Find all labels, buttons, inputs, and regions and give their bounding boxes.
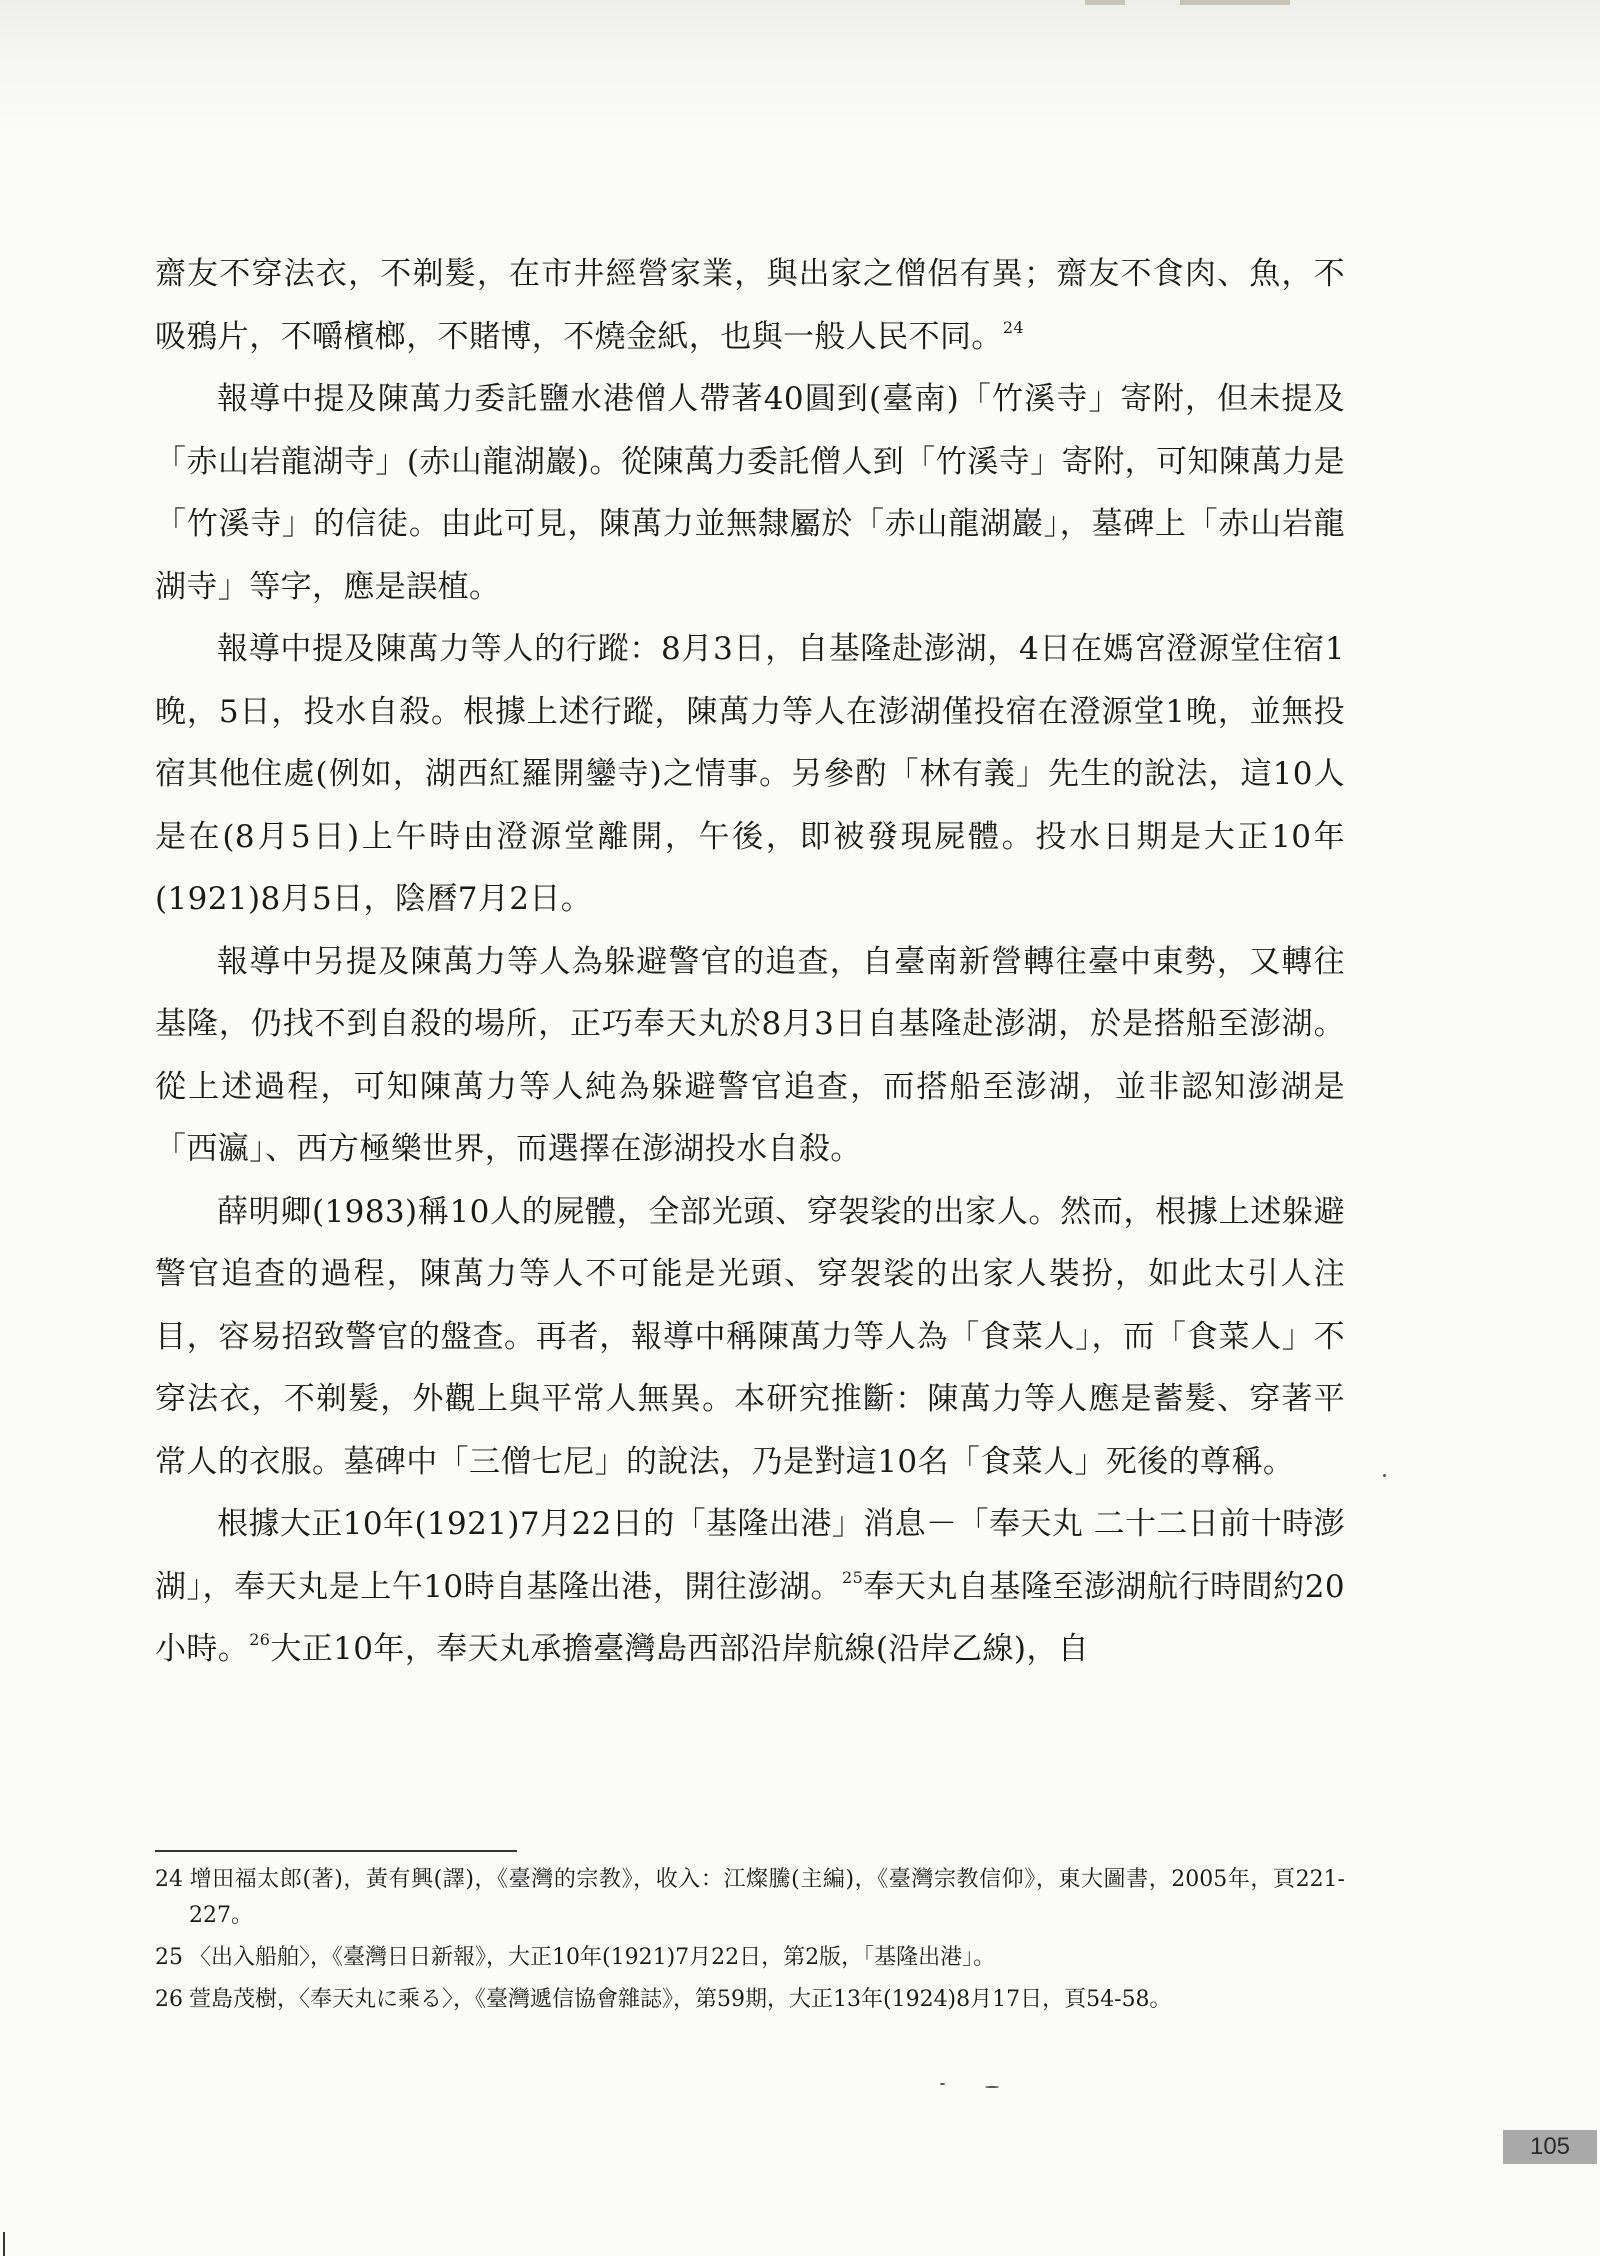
footnote-text: 〈出入船舶〉，《臺灣日日新報》，大正10年(1921)7月22日，第2版，「基隆出港」。	[189, 1945, 996, 1970]
paragraph-6	[155, 1493, 1345, 1681]
scan-top-mark	[1180, 0, 1290, 5]
paragraph-6-text-c: 大正10年，奉天丸承擔臺灣島西部沿岸航線(沿岸乙線)，自	[270, 1631, 1090, 1667]
footnote-ref-25[interactable]: 25	[842, 1567, 864, 1587]
scan-edge-mark	[3, 2232, 5, 2256]
paragraph-1	[155, 243, 1345, 368]
footnote-25	[155, 1940, 1345, 1976]
footnote-text: 萱島茂樹，〈奉天丸に乘る〉，《臺灣遞信協會雜誌》，第59期，大正13年(1924)8月17日，頁54-58。	[189, 1987, 1172, 2012]
page-body	[155, 243, 1345, 1681]
paragraph-6-text-b: 奉天丸自基隆至澎湖航行時間約20小時。	[155, 1568, 1345, 1667]
footnote-ref-26[interactable]: 26	[249, 1630, 271, 1649]
paragraph-5: 薛明卿(1983)稱10人的屍體，全部光頭、穿袈裟的出家人。然而，根據上述躲避警官追查的過程，陳萬力等人不可能是光頭、穿袈裟的出家人裝扮，如此太引人注目，容易招致警官的盤查。再者，報導中稱陳萬力等人為「食菜人」，而「食菜人」不穿法衣，不剃髮，外觀上與平常人無異。本研究推斷：陳萬力等人應是蓄髮、穿著平常人的衣服。墓碑中「三僧七尼」的說法，乃是對這10名「食菜人」死後的尊稱。	[155, 1193, 1345, 1480]
paragraph-2: 報導中提及陳萬力委託鹽水港僧人帶著40圓到(臺南)「竹溪寺」寄附，但未提及「赤山岩龍湖寺」(赤山龍湖巖)。從陳萬力委託僧人到「竹溪寺」寄附，可知陳萬力是「竹溪寺」的信徒。由此可見，陳萬力並無隸屬於「赤山龍湖巖」，墓碑上「赤山岩龍湖寺」等字，應是誤植。	[155, 381, 1345, 605]
footnote-number: 24	[155, 1867, 183, 1892]
footnote-number: 26	[155, 1987, 183, 2012]
scan-speck	[1383, 1474, 1386, 1477]
paragraph-6-text-a: 根據大正10年(1921)7月22日的「基隆出港」消息－「奉天丸 二十二日前十時澎湖」，奉天丸是上午10時自基隆出港，開往澎湖。	[155, 1506, 1345, 1605]
paragraph-4: 報導中另提及陳萬力等人為躲避警官的追查，自臺南新營轉往臺中東勢，又轉往基隆，仍找不到自殺的場所，正巧奉天丸於8月3日自基隆赴澎湖，於是搭船至澎湖。從上述過程，可知陳萬力等人純為躲避警官追查，而搭船至澎湖，並非認知澎湖是「西瀛」、西方極樂世界，而選擇在澎湖投水自殺。	[155, 943, 1345, 1167]
scan-top-shadow	[0, 0, 1600, 140]
footnote-24	[155, 1862, 1345, 1934]
paragraph-3: 報導中提及陳萬力等人的行蹤：8月3日，自基隆赴澎湖，4日在媽宮澄源堂住宿1晚，5日，投水自殺。根據上述行蹤，陳萬力等人在澎湖僅投宿在澄源堂1晚，並無投宿其他住處(例如，湖西紅羅開鑾寺)之情事。另參酌「林有義」先生的說法，這10人是在(8月5日)上午時由澄源堂離開，午後，即被發現屍體。投水日期是大正10年(1921)8月5日，陰曆7月2日。	[155, 631, 1345, 917]
footnote-divider	[155, 1850, 517, 1852]
scan-speck	[985, 2086, 999, 2088]
scan-speck	[940, 2083, 945, 2085]
footnote-26	[155, 1982, 1345, 2018]
footnote-text: 增田福太郎(著)，黃有興(譯)，《臺灣的宗教》，收入：江燦騰(主編)，《臺灣宗教信仰》，東大圖書，2005年，頁221-227。	[189, 1867, 1345, 1928]
footnote-ref-24[interactable]: 24	[1002, 317, 1024, 337]
scan-top-mark	[1085, 0, 1125, 5]
page-number: 105	[1503, 2130, 1597, 2164]
footnote-number: 25	[155, 1945, 183, 1970]
paragraph-1-text: 齋友不穿法衣，不剃髮，在市井經營家業，與出家之僧侶有異；齋友不食肉、魚，不吸鴉片，不嚼檳榔，不賭博，不燒金紙，也與一般人民不同。	[155, 256, 1345, 355]
footnotes	[155, 1862, 1345, 2024]
